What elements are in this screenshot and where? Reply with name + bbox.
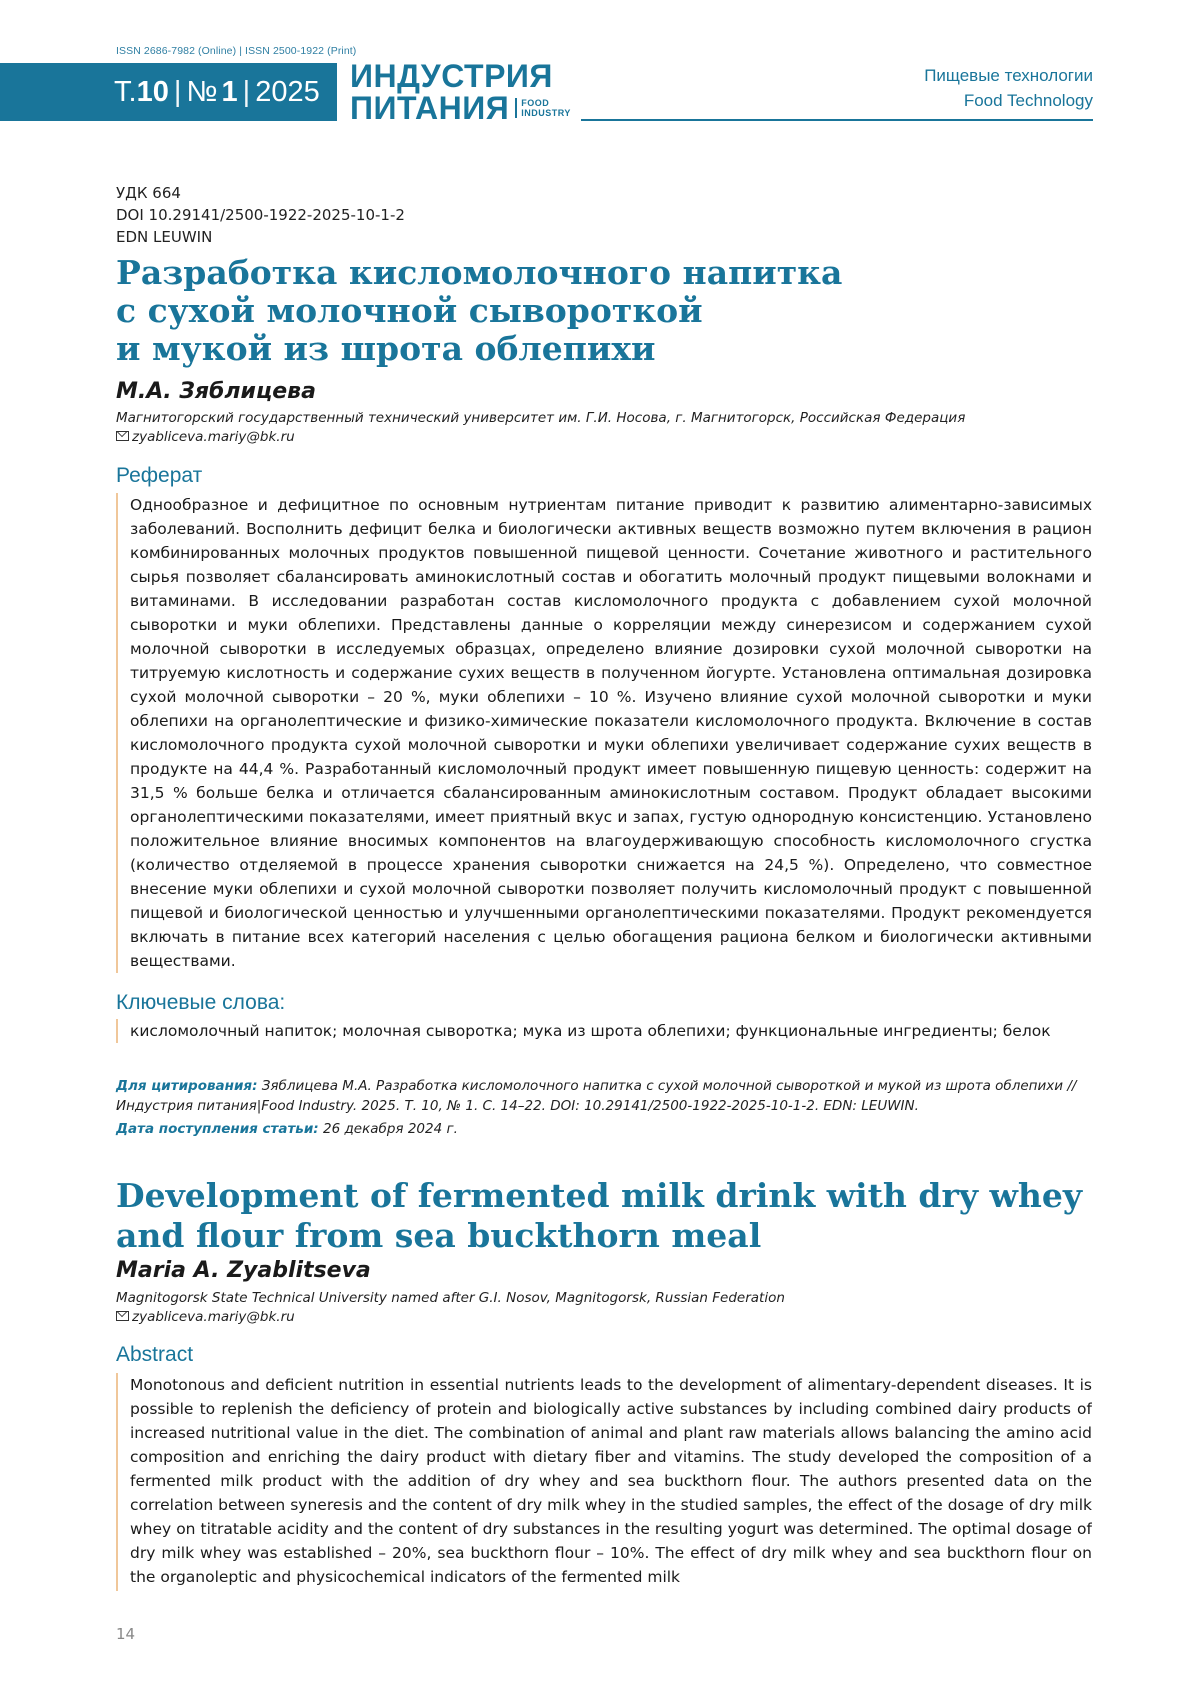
received-date: 26 декабря 2024 г. <box>322 1121 458 1137</box>
author-ru: М.А. Зяблицева <box>116 379 316 404</box>
journal-logo <box>350 60 571 124</box>
title-en-line2: and flour from sea buckthorn meal <box>116 1216 762 1255</box>
article-title-ru <box>116 254 936 368</box>
abstract-heading-en: Abstract <box>116 1343 194 1366</box>
band-separator: | <box>173 75 182 108</box>
email-ru[interactable]: zyabliceva.mariy@bk.ru <box>132 429 295 445</box>
affiliation-en: Magnitogorsk State Technical University named after G.I. Nosov, Magnitogorsk, Russian Federation <box>116 1290 785 1306</box>
issue-number: 1 <box>221 75 238 108</box>
author-en: Maria A. Zyablitseva <box>116 1258 371 1283</box>
article-title-en <box>116 1176 1096 1256</box>
page-number: 14 <box>116 1625 136 1643</box>
issn-line: ISSN 2686-7982 (Online) | ISSN 2500-1922 (Print) <box>116 45 357 57</box>
title-ru-line1: Разработка кисломолочного напитка <box>116 253 843 292</box>
abstract-en: Monotonous and deficient nutrition in essential nutrients leads to the development of alimentary-dependent diseases. It is possible to replenish the deficiency of protein and biologically active substances by including combined dairy products of increased nutritional value in the diet. The combination of animal and plant raw materials allows balancing the amino acid composition and enriching the dairy product with dietary fiber and vitamins. The study developed the composition of a fermented milk product with the addition of dry whey and sea buckthorn flour. The authors presented data on the correlation between syneresis and the content of dry milk whey in the studied samples, the effect of the dosage of dry milk whey on titratable acidity and the content of dry substances in the resulting yogurt was determined. The optimal dosage of dry milk whey was established – 20%, sea buckthorn flour – 10%. The effect of dry milk whey and sea buckthorn flour on the organoleptic and physicochemical indicators of the fermented milk <box>116 1373 1092 1591</box>
title-ru-line2: с сухой молочной сывороткой <box>116 291 703 330</box>
email-en[interactable]: zyabliceva.mariy@bk.ru <box>132 1309 295 1325</box>
email-en-line <box>116 1309 295 1325</box>
journal-en-line2: INDUSTRY <box>521 108 571 118</box>
keywords-ru: кисломолочный напиток; молочная сыворотка; мука из шрота облепихи; функциональные ингредиенты; белок <box>116 1019 1092 1043</box>
keywords-heading: Ключевые слова: <box>116 991 286 1014</box>
journal-en-mark <box>515 98 571 118</box>
citation-text: Зяблицева М.А. Разработка кисломолочного напитка с сухой молочной сывороткой и мукой из шрота облепихи // Индустрия питания|Food Industry. 2025. Т. 10, № 1. С. 14–22. DOI: 10.29141/2500-1922-2025-10-1-2. EDN: LEUWIN. <box>116 1078 1077 1114</box>
received-block <box>116 1119 1092 1139</box>
envelope-icon <box>116 1311 129 1321</box>
issue-year: 2025 <box>255 75 320 108</box>
affiliation-ru: Магнитогорский государственный технический университет им. Г.И. Носова, г. Магнитогорск, Российская Федерация <box>116 410 966 426</box>
udk: УДК 664 <box>116 184 181 202</box>
email-ru-line <box>116 429 295 445</box>
received-label: Дата поступления статьи: <box>116 1121 319 1137</box>
section-title-ru: Пищевые технологии <box>924 66 1093 85</box>
journal-en-line1: FOOD <box>521 98 550 108</box>
title-en-line1: Development of fermented milk drink with dry whey <box>116 1176 1083 1215</box>
abstract-heading-ru: Реферат <box>116 464 203 487</box>
band-separator: | <box>242 75 251 108</box>
volume-issue-band <box>0 63 337 121</box>
doi: DOI 10.29141/2500-1922-2025-10-1-2 <box>116 206 405 224</box>
citation-block <box>116 1076 1092 1116</box>
issue-prefix: № <box>186 75 218 108</box>
header-rule <box>581 119 1093 121</box>
volume-number: 10 <box>136 75 169 108</box>
journal-title-line1: ИНДУСТРИЯ <box>350 58 553 94</box>
journal-title-line2: ПИТАНИЯ <box>350 90 510 126</box>
edn: EDN LEUWIN <box>116 228 213 246</box>
section-title-en: Food Technology <box>963 91 1093 110</box>
article-meta <box>116 182 405 248</box>
volume-prefix: Т. <box>114 75 137 108</box>
title-ru-line3: и мукой из шрота облепихи <box>116 329 656 368</box>
envelope-icon <box>116 431 129 441</box>
citation-label: Для цитирования: <box>116 1078 258 1094</box>
abstract-ru: Однообразное и дефицитное по основным нутриентам питание приводит к развитию алиментарно-зависимых заболеваний. Восполнить дефицит белка и биологически активных веществ возможно путем включения в рацион комбинированных молочных продуктов повышенной пищевой ценности. Сочетание животного и растительного сырья позволяет сбалансировать аминокислотный состав и обогатить молочный продукт пищевыми волокнами и витаминами. В исследовании разработан состав кисломолочного продукта с добавлением сухой молочной сыворотки и муки облепихи. Представлены данные о корреляции между синерезисом и содержанием сухой молочной сыворотки в исследуемых образцах, определено влияние дозировки сухой молочной сыворотки на титруемую кислотность и содержание сухих веществ в полученном йогурте. Установлена оптимальная дозировка сухой молочной сыворотки – 20 %, муки облепихи – 10 %. Изучено влияние сухой молочной сыворотки и муки облепихи на органолептические и физико-химические показатели кисломолочного продукта. Включение в состав кисломолочного продукта сухой молочной сыворотки и муки облепихи увеличивает содержание сухих веществ в продукте на 44,4 %. Разработанный кисломолочный продукт имеет повышенную пищевую ценность: содержит на 31,5 % больше белка и отличается сбалансированным аминокислотным составом. Продукт обладает высокими органолептическими показателями, имеет приятный вкус и запах, густую однородную консистенцию. Установлено положительное влияние вносимых компонентов на влагоудерживающую способность кисломолочного сгустка (количество отделяемой в процессе хранения сыворотки снижается на 24,5 %). Определено, что совместное внесение муки облепихи и сухой молочной сыворотки позволяет получить кисломолочный продукт с повышенной пищевой и биологической ценностью и улучшенными органолептическими показателями. Продукт рекомендуется включать в питание всех категорий населения с целью обогащения рациона белком и биологически активными веществами. <box>116 493 1092 973</box>
